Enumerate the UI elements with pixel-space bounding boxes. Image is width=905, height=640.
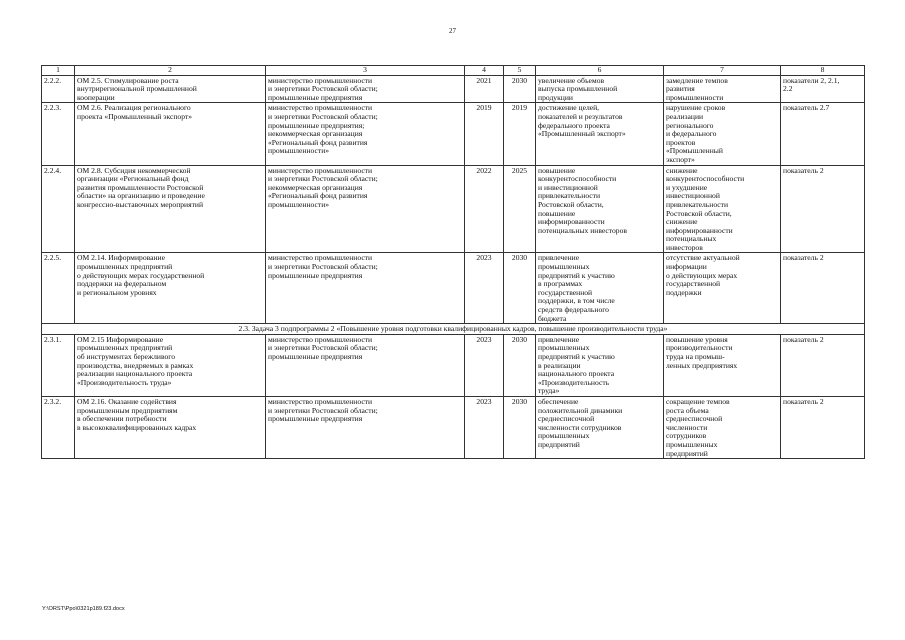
item-number-cell: 2.2.4.: [42, 165, 75, 253]
table-row: [42, 334, 865, 396]
column-number: 8: [781, 66, 865, 76]
executor-cell: министерство промышленности и энергетики Ростовской области; промышленные предприятия: [266, 334, 465, 396]
measure-name-cell: ОМ 2.14. Информирование промышленных предприятий о действующих мерах государственной поддержки на федеральном и региональном уровнях: [75, 253, 266, 324]
measure-name-cell: ОМ 2.5. Стимулирование роста внутрирегиональной промышленной кооперации: [75, 75, 266, 103]
column-number: 4: [465, 66, 504, 76]
expected-result-cell: привлечение промышленных предприятий к участию в реализации национального проекта «Производительность труда»: [536, 334, 664, 396]
table-row: [42, 396, 865, 458]
column-number: 3: [266, 66, 465, 76]
indicators-cell: показатель 2: [781, 253, 865, 324]
end-year-cell: 2030: [504, 334, 536, 396]
expected-result-cell: повышение конкурентоспособности и инвестиционной привлекательности Ростовской области, повышение информированности потенциальных инвесторов: [536, 165, 664, 253]
column-number: 6: [536, 66, 664, 76]
expected-result-cell: увеличение объемов выпуска промышленной продукции: [536, 75, 664, 103]
column-number: 2: [75, 66, 266, 76]
page-number: 27: [449, 27, 456, 35]
consequence-cell: сокращение темпов роста объема среднесписочной численности сотрудников промышленных предприятий: [664, 396, 781, 458]
task-header-row: [42, 324, 865, 335]
executor-cell: министерство промышленности и энергетики Ростовской области; промышленные предприятия: [266, 75, 465, 103]
table-row: [42, 103, 865, 165]
column-number-row: [42, 66, 865, 76]
indicators-cell: показатель 2: [781, 165, 865, 253]
column-number: 7: [664, 66, 781, 76]
consequence-cell: нарушение сроков реализации регионального и федерального проектов «Промышленный экспорт»: [664, 103, 781, 165]
measure-name-cell: ОМ 2.16. Оказание содействия промышленным предприятиям в обеспечении потребности в высококвалифицированных кадрах: [75, 396, 266, 458]
start-year-cell: 2019: [465, 103, 504, 165]
measure-name-cell: ОМ 2.15 Информирование промышленных предприятий об инструментах бережливого производства, внедряемых в рамках реализации национального проекта «Производительность труда»: [75, 334, 266, 396]
start-year-cell: 2021: [465, 75, 504, 103]
item-number-cell: 2.3.2.: [42, 396, 75, 458]
end-year-cell: 2030: [504, 253, 536, 324]
table-row: [42, 165, 865, 253]
executor-cell: министерство промышленности и энергетики Ростовской области; промышленные предприятия: [266, 253, 465, 324]
start-year-cell: 2023: [465, 334, 504, 396]
consequence-cell: повышение уровня производительности труда на промыш- ленных предприятиях: [664, 334, 781, 396]
indicators-cell: показатель 2: [781, 396, 865, 458]
indicators-cell: показатели 2, 2.1, 2.2: [781, 75, 865, 103]
table-row: [42, 75, 865, 103]
measure-name-cell: ОМ 2.6. Реализация регионального проекта «Промышленный экспорт»: [75, 103, 266, 165]
expected-result-cell: достижение целей, показателей и результатов федерального проекта «Промышленный экспорт»: [536, 103, 664, 165]
table-body: [42, 66, 865, 459]
end-year-cell: 2030: [504, 396, 536, 458]
measures-table: [41, 65, 865, 459]
column-number: 1: [42, 66, 75, 76]
column-number: 5: [504, 66, 536, 76]
consequence-cell: замедление темпов развития промышленности: [664, 75, 781, 103]
consequence-cell: отсутствие актуальной информации о действующих мерах государственной поддержки: [664, 253, 781, 324]
executor-cell: министерство промышленности и энергетики Ростовской области; некоммерческая организация «Региональный фонд развития промышленности»: [266, 165, 465, 253]
item-number-cell: 2.2.3.: [42, 103, 75, 165]
task-header-cell: 2.3. Задача 3 подпрограммы 2 «Повышение уровня подготовки квалифицированных кадров, повышение производительности труда»: [42, 324, 865, 335]
item-number-cell: 2.2.2.: [42, 75, 75, 103]
expected-result-cell: обеспечение положительной динамики среднесписочной численности сотрудников промышленных предприятий: [536, 396, 664, 458]
item-number-cell: 2.3.1.: [42, 334, 75, 396]
table-row: [42, 253, 865, 324]
file-path-footer: Y:\ORST\Ppo\0321p189.f23.docx: [42, 606, 125, 612]
item-number-cell: 2.2.5.: [42, 253, 75, 324]
start-year-cell: 2023: [465, 396, 504, 458]
executor-cell: министерство промышленности и энергетики Ростовской области; промышленные предприятия; некоммерческая организация «Региональный фонд развития промышленности»: [266, 103, 465, 165]
end-year-cell: 2019: [504, 103, 536, 165]
expected-result-cell: привлечение промышленных предприятий к участию в программах государственной поддержки, в том числе средств федерального бюджета: [536, 253, 664, 324]
end-year-cell: 2025: [504, 165, 536, 253]
measure-name-cell: ОМ 2.8. Субсидия некоммерческой организации «Региональный фонд развития промышленности Ростовской области» на организацию и проведение конгрессно-выставочных мероприятий: [75, 165, 266, 253]
end-year-cell: 2030: [504, 75, 536, 103]
consequence-cell: снижение конкурентоспособности и ухудшение инвестиционной привлекательности Ростовской области, снижение информированности потенциальных инвесторов: [664, 165, 781, 253]
indicators-cell: показатель 2.7: [781, 103, 865, 165]
indicators-cell: показатель 2: [781, 334, 865, 396]
start-year-cell: 2023: [465, 253, 504, 324]
start-year-cell: 2022: [465, 165, 504, 253]
executor-cell: министерство промышленности и энергетики Ростовской области; промышленные предприятия: [266, 396, 465, 458]
